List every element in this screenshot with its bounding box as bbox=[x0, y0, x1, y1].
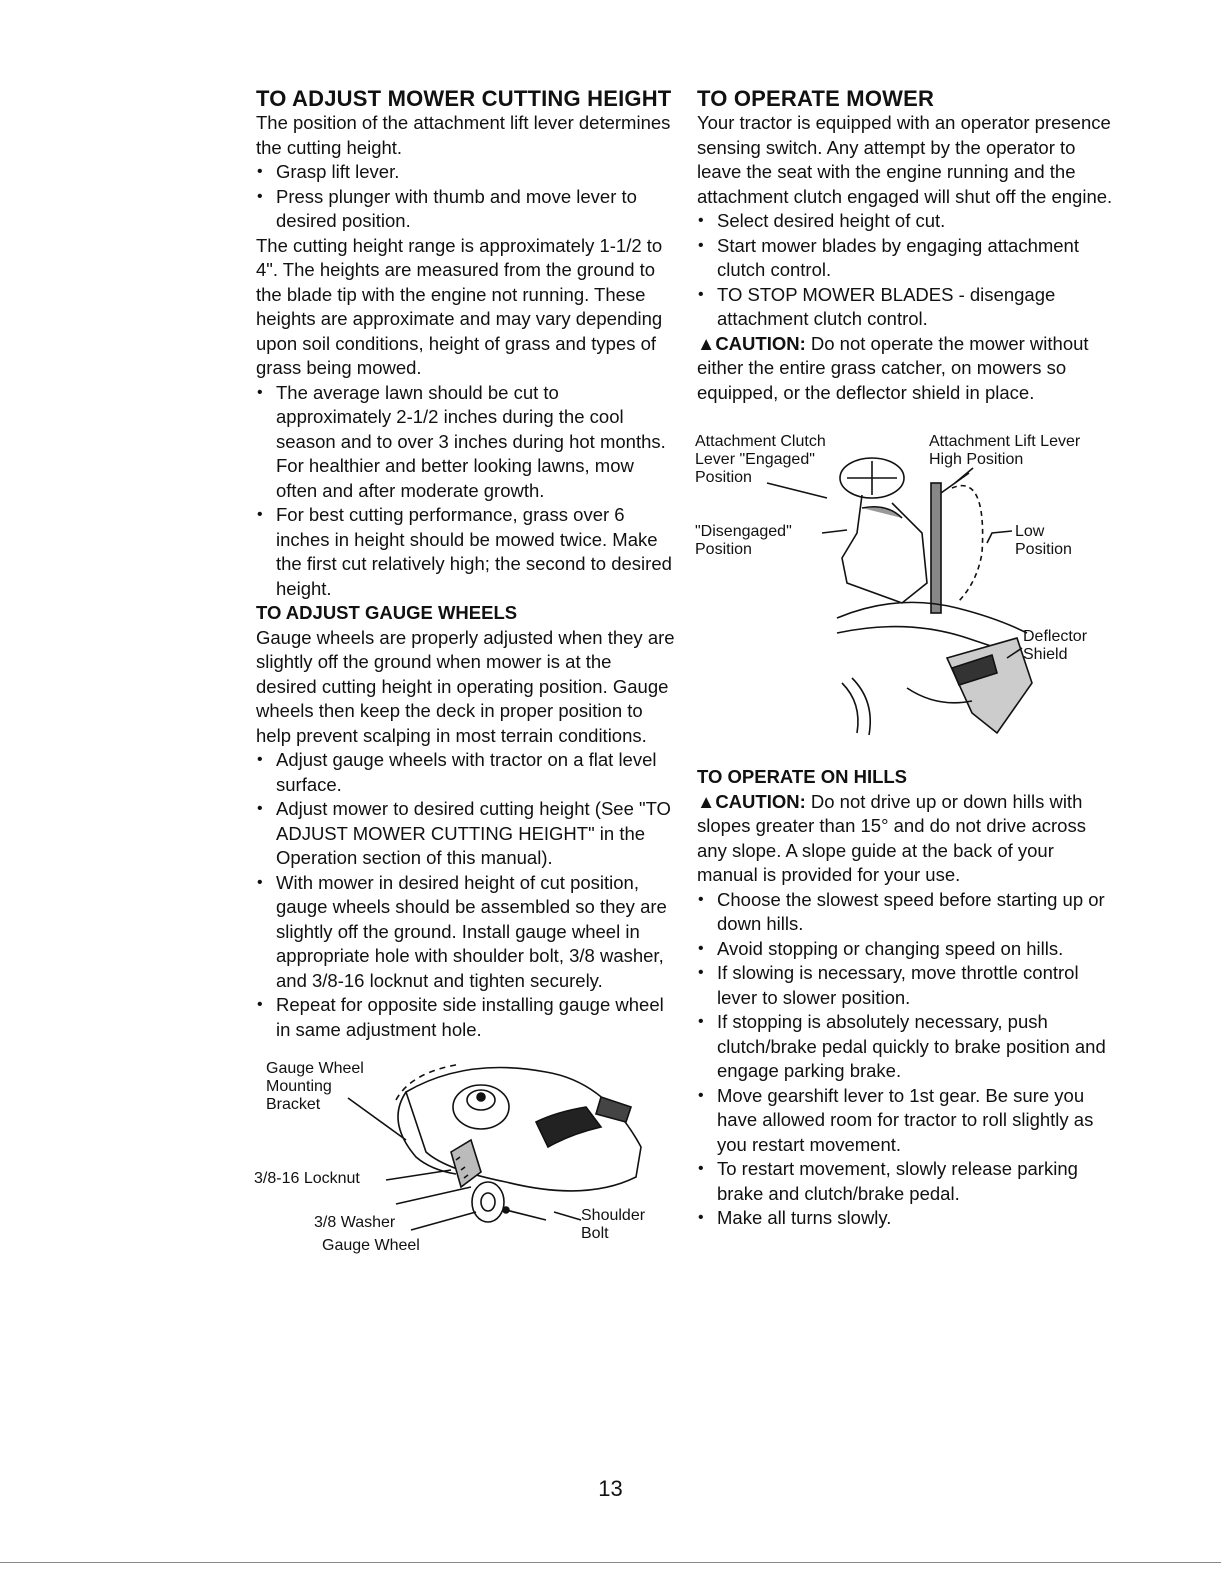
list-item: • Adjust mower to desired cutting height (See "TO ADJUST MOWER CUTTING HEIGHT" in the Operation section of this manual). bbox=[256, 797, 676, 871]
tractor-lever-figure bbox=[697, 433, 1117, 753]
caution-hills bbox=[697, 790, 1117, 888]
list-item: • Make all turns slowly. bbox=[697, 1206, 1117, 1231]
cutting-intro: The position of the attachment lift lever determines the cutting height. bbox=[256, 112, 671, 158]
label-line: Attachment Lift Lever bbox=[929, 433, 1081, 450]
figure-label-washer: 3/8 Washer bbox=[314, 1214, 396, 1231]
label-line: Deflector bbox=[1023, 628, 1088, 645]
left-column bbox=[256, 86, 676, 1252]
label-line: Bolt bbox=[581, 1225, 609, 1242]
list-item: • Repeat for opposite side installing gauge wheel in same adjustment hole. bbox=[256, 993, 676, 1042]
operate-steps-list bbox=[697, 209, 1117, 332]
right-column bbox=[697, 86, 1117, 1231]
list-item: • Press plunger with thumb and move lever to desired position. bbox=[256, 185, 676, 234]
label-line: Lever "Engaged" bbox=[695, 451, 815, 468]
list-item: • If slowing is necessary, move throttle control lever to slower position. bbox=[697, 961, 1117, 1010]
list-item: • Avoid stopping or changing speed on hills. bbox=[697, 937, 1117, 962]
heading-operate-on-hills: TO OPERATE ON HILLS bbox=[697, 766, 908, 787]
figure-label-lift-lever bbox=[929, 433, 1080, 469]
cutting-steps-list bbox=[256, 160, 676, 234]
label-line: Position bbox=[695, 469, 752, 486]
heading-operate-mower: TO OPERATE MOWER bbox=[697, 86, 935, 111]
warning-triangle-icon: ▲ bbox=[697, 790, 716, 812]
list-item: • Grasp lift lever. bbox=[256, 160, 676, 185]
list-item: • Start mower blades by engaging attachment clutch control. bbox=[697, 234, 1117, 283]
caution-label: CAUTION: bbox=[715, 332, 806, 354]
label-line: Low bbox=[1015, 523, 1045, 540]
list-item: • Select desired height of cut. bbox=[697, 209, 1117, 234]
label-line: Mounting bbox=[266, 1078, 332, 1095]
operate-paragraph: Your tractor is equipped with an operator presence sensing switch. Any attempt by the operator to leave the seat with the engine running and the attachment clutch engaged will shut off the engine. bbox=[697, 112, 1113, 207]
figure-label-bracket bbox=[266, 1060, 364, 1114]
cutting-tips-list bbox=[256, 381, 676, 602]
figure-label-locknut: 3/8-16 Locknut bbox=[254, 1170, 360, 1187]
hills-steps-list bbox=[697, 888, 1117, 1231]
figure-label-disengaged bbox=[695, 523, 792, 559]
caution-text: Do not operate the mower without either the entire grass catcher, on mowers so equipped, or the deflector shield in place. bbox=[697, 332, 1089, 403]
label-line: Shoulder bbox=[581, 1207, 646, 1224]
list-item: • The average lawn should be cut to approximately 2-1/2 inches during the cool season and to over 3 inches during hot months. For healthier and better looking lawns, mow often and after moderate growth. bbox=[256, 381, 676, 504]
list-item: • If stopping is absolutely necessary, push clutch/brake pedal quickly to brake position and engage parking brake. bbox=[697, 1010, 1117, 1084]
caution-operate bbox=[697, 332, 1117, 406]
figure-label-shoulder-bolt bbox=[581, 1207, 645, 1243]
label-line: Position bbox=[695, 541, 752, 558]
list-item: • TO STOP MOWER BLADES - disengage attachment clutch control. bbox=[697, 283, 1117, 332]
figure-label-low-position bbox=[1015, 523, 1072, 559]
figure-label-clutch-engaged bbox=[695, 433, 826, 487]
list-item: • Choose the slowest speed before starting up or down hills. bbox=[697, 888, 1117, 937]
gauge-wheel-figure bbox=[256, 1052, 676, 1252]
list-item: • Adjust gauge wheels with tractor on a flat level surface. bbox=[256, 748, 676, 797]
scan-edge-line bbox=[0, 1562, 1221, 1563]
figure-label-gauge-wheel: Gauge Wheel bbox=[322, 1237, 420, 1254]
label-line: "Disengaged" bbox=[695, 523, 792, 540]
label-line: Attachment Clutch bbox=[695, 433, 826, 450]
caution-label: CAUTION: bbox=[715, 790, 806, 812]
heading-adjust-cutting-height: TO ADJUST MOWER CUTTING HEIGHT bbox=[256, 86, 672, 111]
label-line: Position bbox=[1015, 541, 1072, 558]
label-line: Bracket bbox=[266, 1096, 321, 1113]
list-item: • Move gearshift lever to 1st gear. Be sure you have allowed room for tractor to roll slightly as you restart movement. bbox=[697, 1084, 1117, 1158]
list-item: • With mower in desired height of cut position, gauge wheels should be assembled so they are slightly off the ground. Install gauge wheel in appropriate hole with shoulder bolt, 3/8 washer, and 3/8-16 locknut and tighten securely. bbox=[256, 871, 676, 994]
label-line: High Position bbox=[929, 451, 1024, 468]
label-line: Shield bbox=[1023, 646, 1068, 663]
warning-triangle-icon: ▲ bbox=[697, 332, 716, 354]
gauge-steps-list bbox=[256, 748, 676, 1042]
heading-adjust-gauge-wheels: TO ADJUST GAUGE WHEELS bbox=[256, 602, 518, 623]
caution-text: Do not drive up or down hills with slopes greater than 15° and do not drive across any slope. A slope guide at the back of your manual is provided for your use. bbox=[697, 790, 1086, 885]
gauge-paragraph: Gauge wheels are properly adjusted when they are slightly off the ground when mower is at the desired cutting height in operating position. Gauge wheels then keep the deck in proper position to help prevent scalping in most terrain conditions. bbox=[256, 626, 675, 746]
cutting-range-paragraph: The cutting height range is approximately 1-1/2 to 4". The heights are measured from the ground to the blade tip with the engine not running. These heights are approximate and may vary depending upon soil conditions, height of grass and types of grass being mowed. bbox=[256, 234, 663, 378]
figure-label-deflector-shield bbox=[1023, 628, 1087, 664]
list-item: • For best cutting performance, grass over 6 inches in height should be mowed twice. Make the first cut relatively high; the second to desired height. bbox=[256, 503, 676, 601]
page-number: 13 bbox=[598, 1476, 623, 1501]
label-line: Gauge Wheel bbox=[266, 1060, 364, 1077]
list-item: • To restart movement, slowly release parking brake and clutch/brake pedal. bbox=[697, 1157, 1117, 1206]
